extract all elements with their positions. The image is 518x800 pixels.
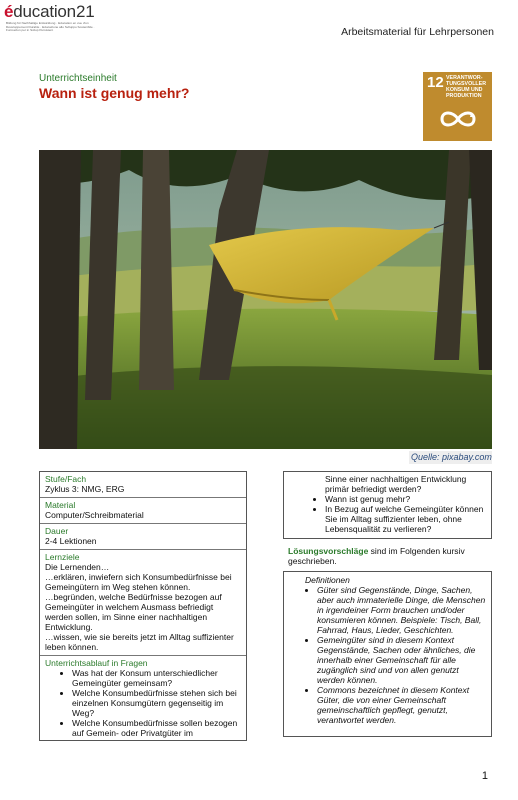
dauer-heading: Dauer [45, 526, 69, 536]
sdg-text: VERANTWOR-TUNGSVOLLER KONSUM UND PRODUKTION [446, 75, 487, 99]
sdg-number: 12 [427, 74, 444, 91]
stufe-value: Zyklus 3: NMG, ERG [45, 484, 125, 494]
logo-subtitle: Bildung für Nachhaltige Entwicklung · Education en vue d'un Développement Durable · Educazione allo Sviluppo Sostenibile · Furmaziun per in Svilup Persistent [6, 21, 95, 33]
list-item: • Commons bezeichnet in diesem Kontext Güter, die von einer Gemeinschaft gemeinschaftlich gepflegt, genutzt, verantwortet werden. [317, 685, 487, 725]
list-item: • Gemeingüter sind in diesem Kontext Gegenstände, Sachen oder ähnliches, die innerhalb einer Gemeinschaft für alle zugänglich sind und von allen genutzt werden können. [317, 635, 487, 685]
lernziele-line: …erklären, inwiefern sich Konsumbedürfnisse bei Gemeingütern im Weg stehen können. [45, 572, 232, 592]
lernziele-section [40, 549, 246, 655]
material-section [40, 497, 246, 523]
solution-note: Lösungsvorschläge sind im Folgenden kursiv geschrieben. [288, 546, 465, 566]
lernziele-line: …wissen, wie sie bereits jetzt im Alltag suffizienter leben können. [45, 632, 234, 652]
list-item: • Was hat der Konsum unterschiedlicher Gemeingüter gemeinsam? [72, 668, 242, 688]
definitions-box [283, 571, 492, 737]
hammock-photo [39, 150, 492, 449]
definitions-heading: Definitionen [305, 575, 350, 585]
lesson-info-table [39, 471, 247, 741]
list-item: • Güter sind Gegenstände, Dinge, Sachen, aber auch immaterielle Dinge, die Menschen in irgendeiner Form brauchen und/oder konsumieren können. Beispiele: Tisch, Ball, Fahrrad, Haus, Lieder, Geschichten. [317, 585, 487, 635]
continued-text: Sinne einer nachhaltigen Entwicklung primär befriedigt werden? [325, 474, 467, 494]
page-title: Wann ist genug mehr? [39, 85, 190, 101]
stufe-heading: Stufe/Fach [45, 474, 87, 484]
photo-caption: Quelle: pixabay.com [411, 452, 492, 462]
list-item: • Welche Konsumbedürfnisse stehen sich bei einzelnen Konsumgütern gegenseitig im Weg? [72, 688, 242, 718]
list-item: • Welche Konsumbedürfnisse sollen bezogen auf Gemein- oder Privatgüter im [72, 718, 242, 738]
sdg-12-badge [423, 72, 492, 141]
definitions-list [284, 585, 487, 725]
ablauf-heading: Unterrichtsablauf in Fragen [45, 658, 148, 668]
unit-label: Unterrichtseinheit [39, 73, 117, 84]
ablauf-list-continued [284, 494, 487, 534]
education21-logo: éducation21 [4, 2, 95, 21]
dauer-value: 2-4 Lektionen [45, 536, 97, 546]
list-item: • Wann ist genug mehr? [325, 494, 487, 504]
ablauf-section [40, 655, 246, 740]
material-heading: Material [45, 500, 76, 510]
lernziele-line: Die Lernenden… [45, 562, 110, 572]
header-title: Arbeitsmaterial für Lehrpersonen [341, 26, 494, 38]
ablauf-list [45, 668, 242, 738]
solution-bold: Lösungsvorschläge [288, 546, 369, 556]
list-item: • In Bezug auf welche Gemeingüter können Sie im Alltag suffizienter leben, ohne Lebensqualität zu verlieren? [325, 504, 487, 534]
lernziele-line: …begründen, welche Bedürfnisse bezogen auf Gemeingüter in welchem Ausmass befriedigt werden sollen, im Sinne einer nachhaltigen Entwicklung. [45, 592, 222, 632]
infinity-icon [437, 108, 479, 130]
page-number: 1 [481, 770, 488, 782]
lernziele-heading: Lernziele [45, 552, 80, 562]
material-value: Computer/Schreibmaterial [45, 510, 144, 520]
dauer-section [40, 523, 246, 549]
ablauf-continuation-box [283, 471, 492, 539]
stufe-section [40, 472, 246, 497]
